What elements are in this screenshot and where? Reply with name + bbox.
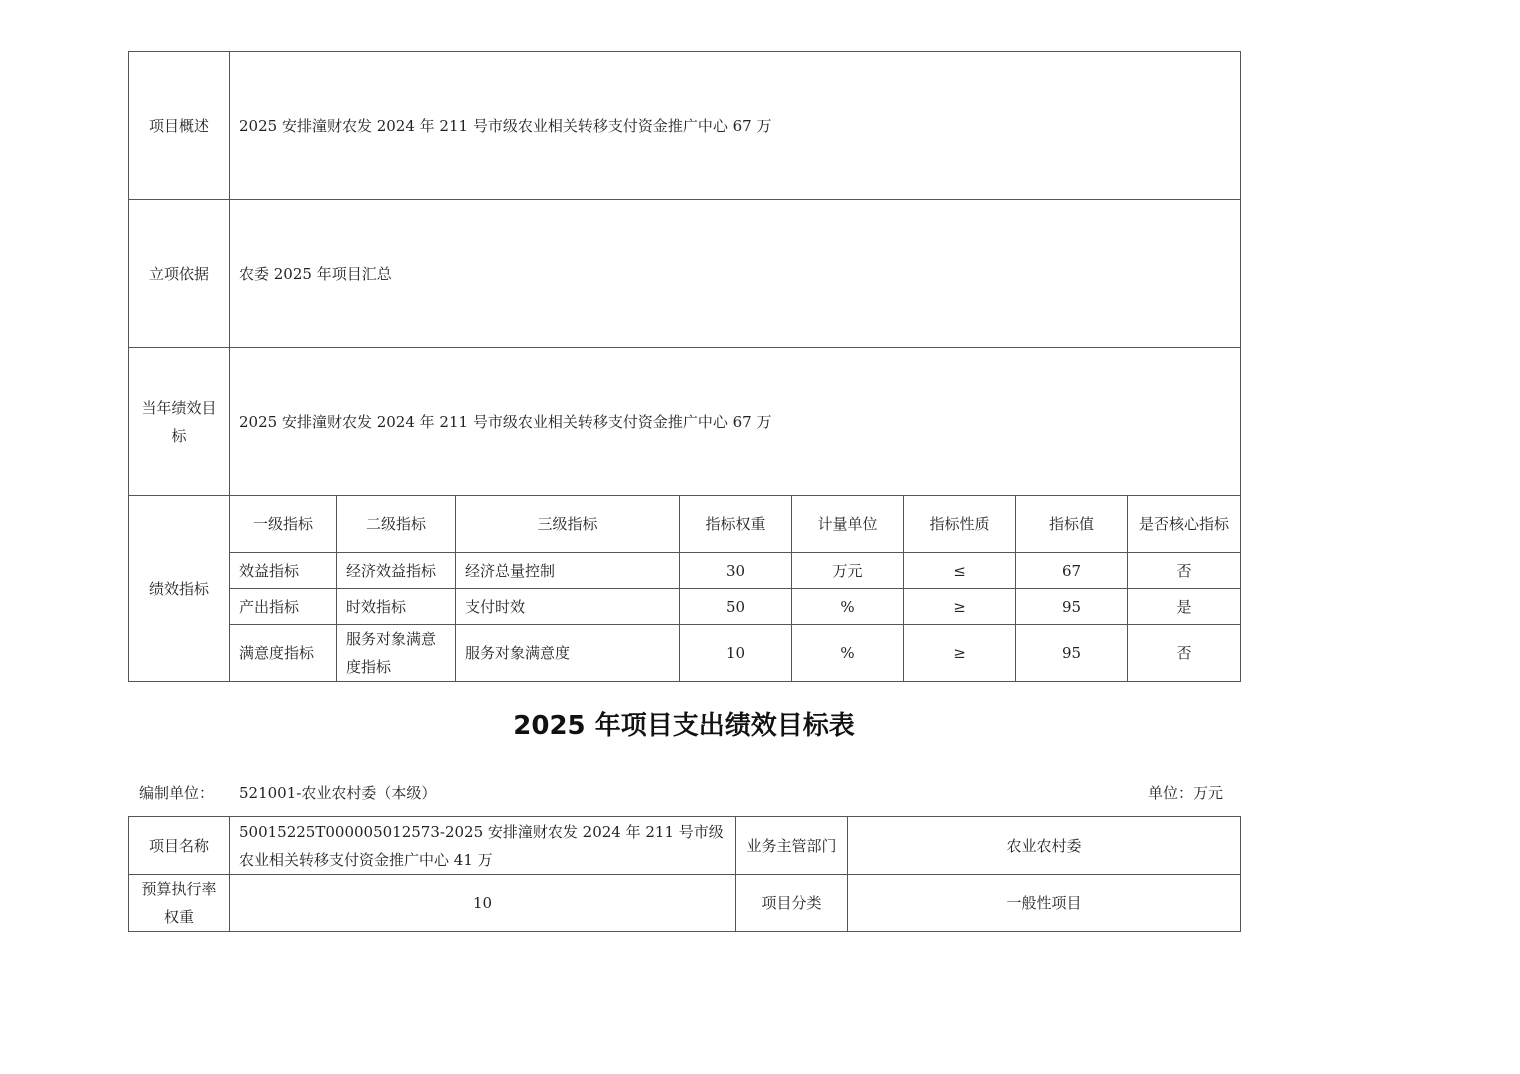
header-level1: 一级指标 (230, 496, 337, 553)
performance-info-table (128, 51, 1241, 682)
cell-nature: ≥ (904, 589, 1016, 625)
overview-value: 2025 安排潼财农发 2024 年 211 号市级农业相关转移支付资金推广中心 67 万 (230, 52, 1241, 200)
cell-value: 67 (1016, 553, 1128, 589)
unit-label: 单位：万元 (1148, 784, 1224, 802)
cell-level3: 服务对象满意度 (456, 625, 680, 682)
header-level2: 二级指标 (337, 496, 456, 553)
project-name-value: 50015225T000005012573-2025 安排潼财农发 2024 年 211 号市级农业相关转移支付资金推广中心 41 万 (230, 817, 736, 875)
header-unit: 计量单位 (792, 496, 904, 553)
cell-unit: % (792, 589, 904, 625)
table-row (129, 589, 1241, 625)
table-row (129, 625, 1241, 682)
budget-weight-label: 预算执行率权重 (129, 875, 230, 932)
org-label: 编制单位： (139, 784, 215, 802)
category-label: 项目分类 (736, 875, 848, 932)
dept-label: 业务主管部门 (736, 817, 848, 875)
cell-level1: 满意度指标 (230, 625, 337, 682)
cell-nature: ≤ (904, 553, 1016, 589)
overview-label: 项目概述 (129, 52, 230, 200)
header-weight: 指标权重 (680, 496, 792, 553)
annual-goal-value: 2025 安排潼财农发 2024 年 211 号市级农业相关转移支付资金推广中心 67 万 (230, 348, 1241, 496)
header-level3: 三级指标 (456, 496, 680, 553)
cell-core: 否 (1128, 553, 1241, 589)
table-row (129, 553, 1241, 589)
cell-level3: 支付时效 (456, 589, 680, 625)
cell-weight: 50 (680, 589, 792, 625)
dept-value: 农业农村委 (848, 817, 1241, 875)
cell-value: 95 (1016, 625, 1128, 682)
annual-goal-label: 当年绩效目标 (129, 348, 230, 496)
header-value: 指标值 (1016, 496, 1128, 553)
cell-core: 是 (1128, 589, 1241, 625)
budget-weight-value: 10 (230, 875, 736, 932)
cell-level2: 服务对象满意度指标 (337, 625, 456, 682)
cell-level2: 时效指标 (337, 589, 456, 625)
cell-unit: % (792, 625, 904, 682)
cell-level1: 效益指标 (230, 553, 337, 589)
cell-weight: 10 (680, 625, 792, 682)
cell-nature: ≥ (904, 625, 1016, 682)
basis-value: 农委 2025 年项目汇总 (230, 200, 1241, 348)
cell-level1: 产出指标 (230, 589, 337, 625)
header-nature: 指标性质 (904, 496, 1016, 553)
cell-core: 否 (1128, 625, 1241, 682)
cell-level3: 经济总量控制 (456, 553, 680, 589)
cell-unit: 万元 (792, 553, 904, 589)
basis-label: 立项依据 (129, 200, 230, 348)
org-value: 521001-农业农村委（本级） (239, 784, 437, 802)
category-value: 一般性项目 (848, 875, 1241, 932)
project-summary-table (128, 816, 1241, 932)
header-core: 是否核心指标 (1128, 496, 1241, 553)
indicators-label: 绩效指标 (129, 496, 230, 682)
cell-level2: 经济效益指标 (337, 553, 456, 589)
project-name-label: 项目名称 (129, 817, 230, 875)
cell-weight: 30 (680, 553, 792, 589)
page-title: 2025 年项目支出绩效目标表 (513, 711, 855, 741)
cell-value: 95 (1016, 589, 1128, 625)
